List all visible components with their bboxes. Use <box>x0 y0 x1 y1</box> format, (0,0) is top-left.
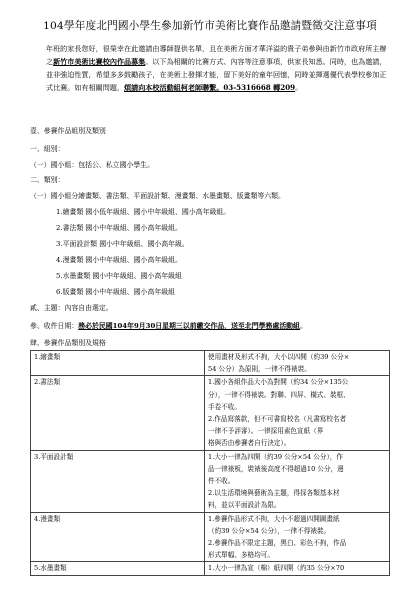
category-cell: 3.平面設計類 <box>31 450 205 512</box>
category-cell: 1.繪畫類 <box>31 351 205 376</box>
document-title: 104學年度北門國小學生參加新竹市美術比賽作品邀請暨徵交注意事項 <box>43 20 377 32</box>
table-row <box>31 450 390 512</box>
category-list-item: 1.繪畫類 國小低年級組、國小中年級組、國小高年級組。 <box>56 208 231 216</box>
spec-cell: 1.國小各組作品大小為對開（約34 公分×135公 分），一律不得裱裝。對聯、四屏、橫式、裝框、 手卷不收。 2.作品寫落款，但不可書寫校名（凡書寫校名者 一律不予評審）。一律採用素色宣紙（界 格與否由參賽者自行決定）。 <box>205 376 390 450</box>
category-list-item: 4.漫畫類 國小中年級組、國小高年級組。 <box>56 256 182 264</box>
spec-cell: 1.大小一律為宣（棉）紙四開（約35 公分×70 <box>205 562 390 575</box>
section-4-heading: 肆、參賽作品類別及規格 <box>30 339 106 347</box>
category-cell: 4.漫畫類 <box>31 512 205 562</box>
table-row <box>31 562 390 575</box>
intro-text-end: 。 <box>295 82 303 92</box>
category-list-item: 6.版畫類 國小中年級組、國小高年級組 <box>56 288 176 296</box>
specification-table <box>30 350 390 576</box>
intro-text-1: 年班的家長您好，很榮幸在此邀請由導師提供名單，且在美術方面才華洋溢的貴子弟參與由新竹市政府所主辦之 <box>46 44 387 66</box>
intro-paragraph <box>32 43 390 95</box>
intro-contact: 煩請向本校活動組柯老師聯繫。03-5316668 轉209 <box>124 82 296 92</box>
category-cell: 5.水墨畫類 <box>31 562 205 575</box>
intro-text-2: 。以下為相關的比賽方式、內容等注意事項，供家長知悉。同時，也為邀請，並非強迫性質，希望多多鼓勵孩子，在美術上發揮才能，留下美好的童年回憶，同時並揮選優代表學校參加正式比賽。如有相關問題， <box>46 56 387 92</box>
spec-cell: 1.參賽作品形式不拘，大小不超過四開圖畫紙 （約39 公分×54 公分），一律不得裱裝。 2.參賽作品不限定主題，黑白、彩色不拘，作品 形式單幅、多格均可。 <box>205 512 390 562</box>
table-row <box>31 351 390 376</box>
section-1-category-item: （一）國小組分繪畫類、書法類、平面設計類、漫畫類、水墨畫類、版畫類等六類。 <box>30 192 285 200</box>
deadline-text: 務必於民國104年9月30日星期三以前繳交作品，送至北門學務處活動組 <box>78 322 300 330</box>
section-3-deadline: 參、收件日期：務必於民國104年9月30日星期三以前繳交作品，送至北門學務處活動組。 <box>30 322 307 330</box>
section-1-heading: 壹、參賽作品組別及類別 <box>30 127 106 135</box>
category-list-item: 5.水墨畫類 國小中年級組、國小高年級組 <box>56 272 182 280</box>
spec-cell: 1.大小一律為四開（約39 公分×54 公分），作 品一律裱板，裝裱後高度不得超過10 公分，邊 件不收。 2.以生活環境與藝術為主題，得採各類基本材 料，並以平面設計為限。 <box>205 450 390 512</box>
section-1-category-label: 二、類別： <box>30 176 65 184</box>
category-list-item: 3.平面設計類 國小中年級組、國小高年級。 <box>56 240 189 248</box>
intro-underlined-event: 新竹市美術比賽校內作品募集 <box>53 56 146 66</box>
category-list-item: 2.書法類 國小中年級組、國小高年級組。 <box>56 224 182 232</box>
section-1-group-label: 一、組別： <box>30 145 65 153</box>
table-row <box>31 512 390 562</box>
section-1-group-item: （一）國小組：包括公、私立國小學生。 <box>30 161 155 169</box>
category-cell: 2.書法類 <box>31 376 205 450</box>
section-2-theme: 貳、主題：內容自由選定。 <box>30 304 113 312</box>
spec-cell: 使用畫材及形式不拘，大小以四開（約39 公分× 54 公分）為原則，一律不得裱裝。 <box>205 351 390 376</box>
table-row <box>31 376 390 450</box>
